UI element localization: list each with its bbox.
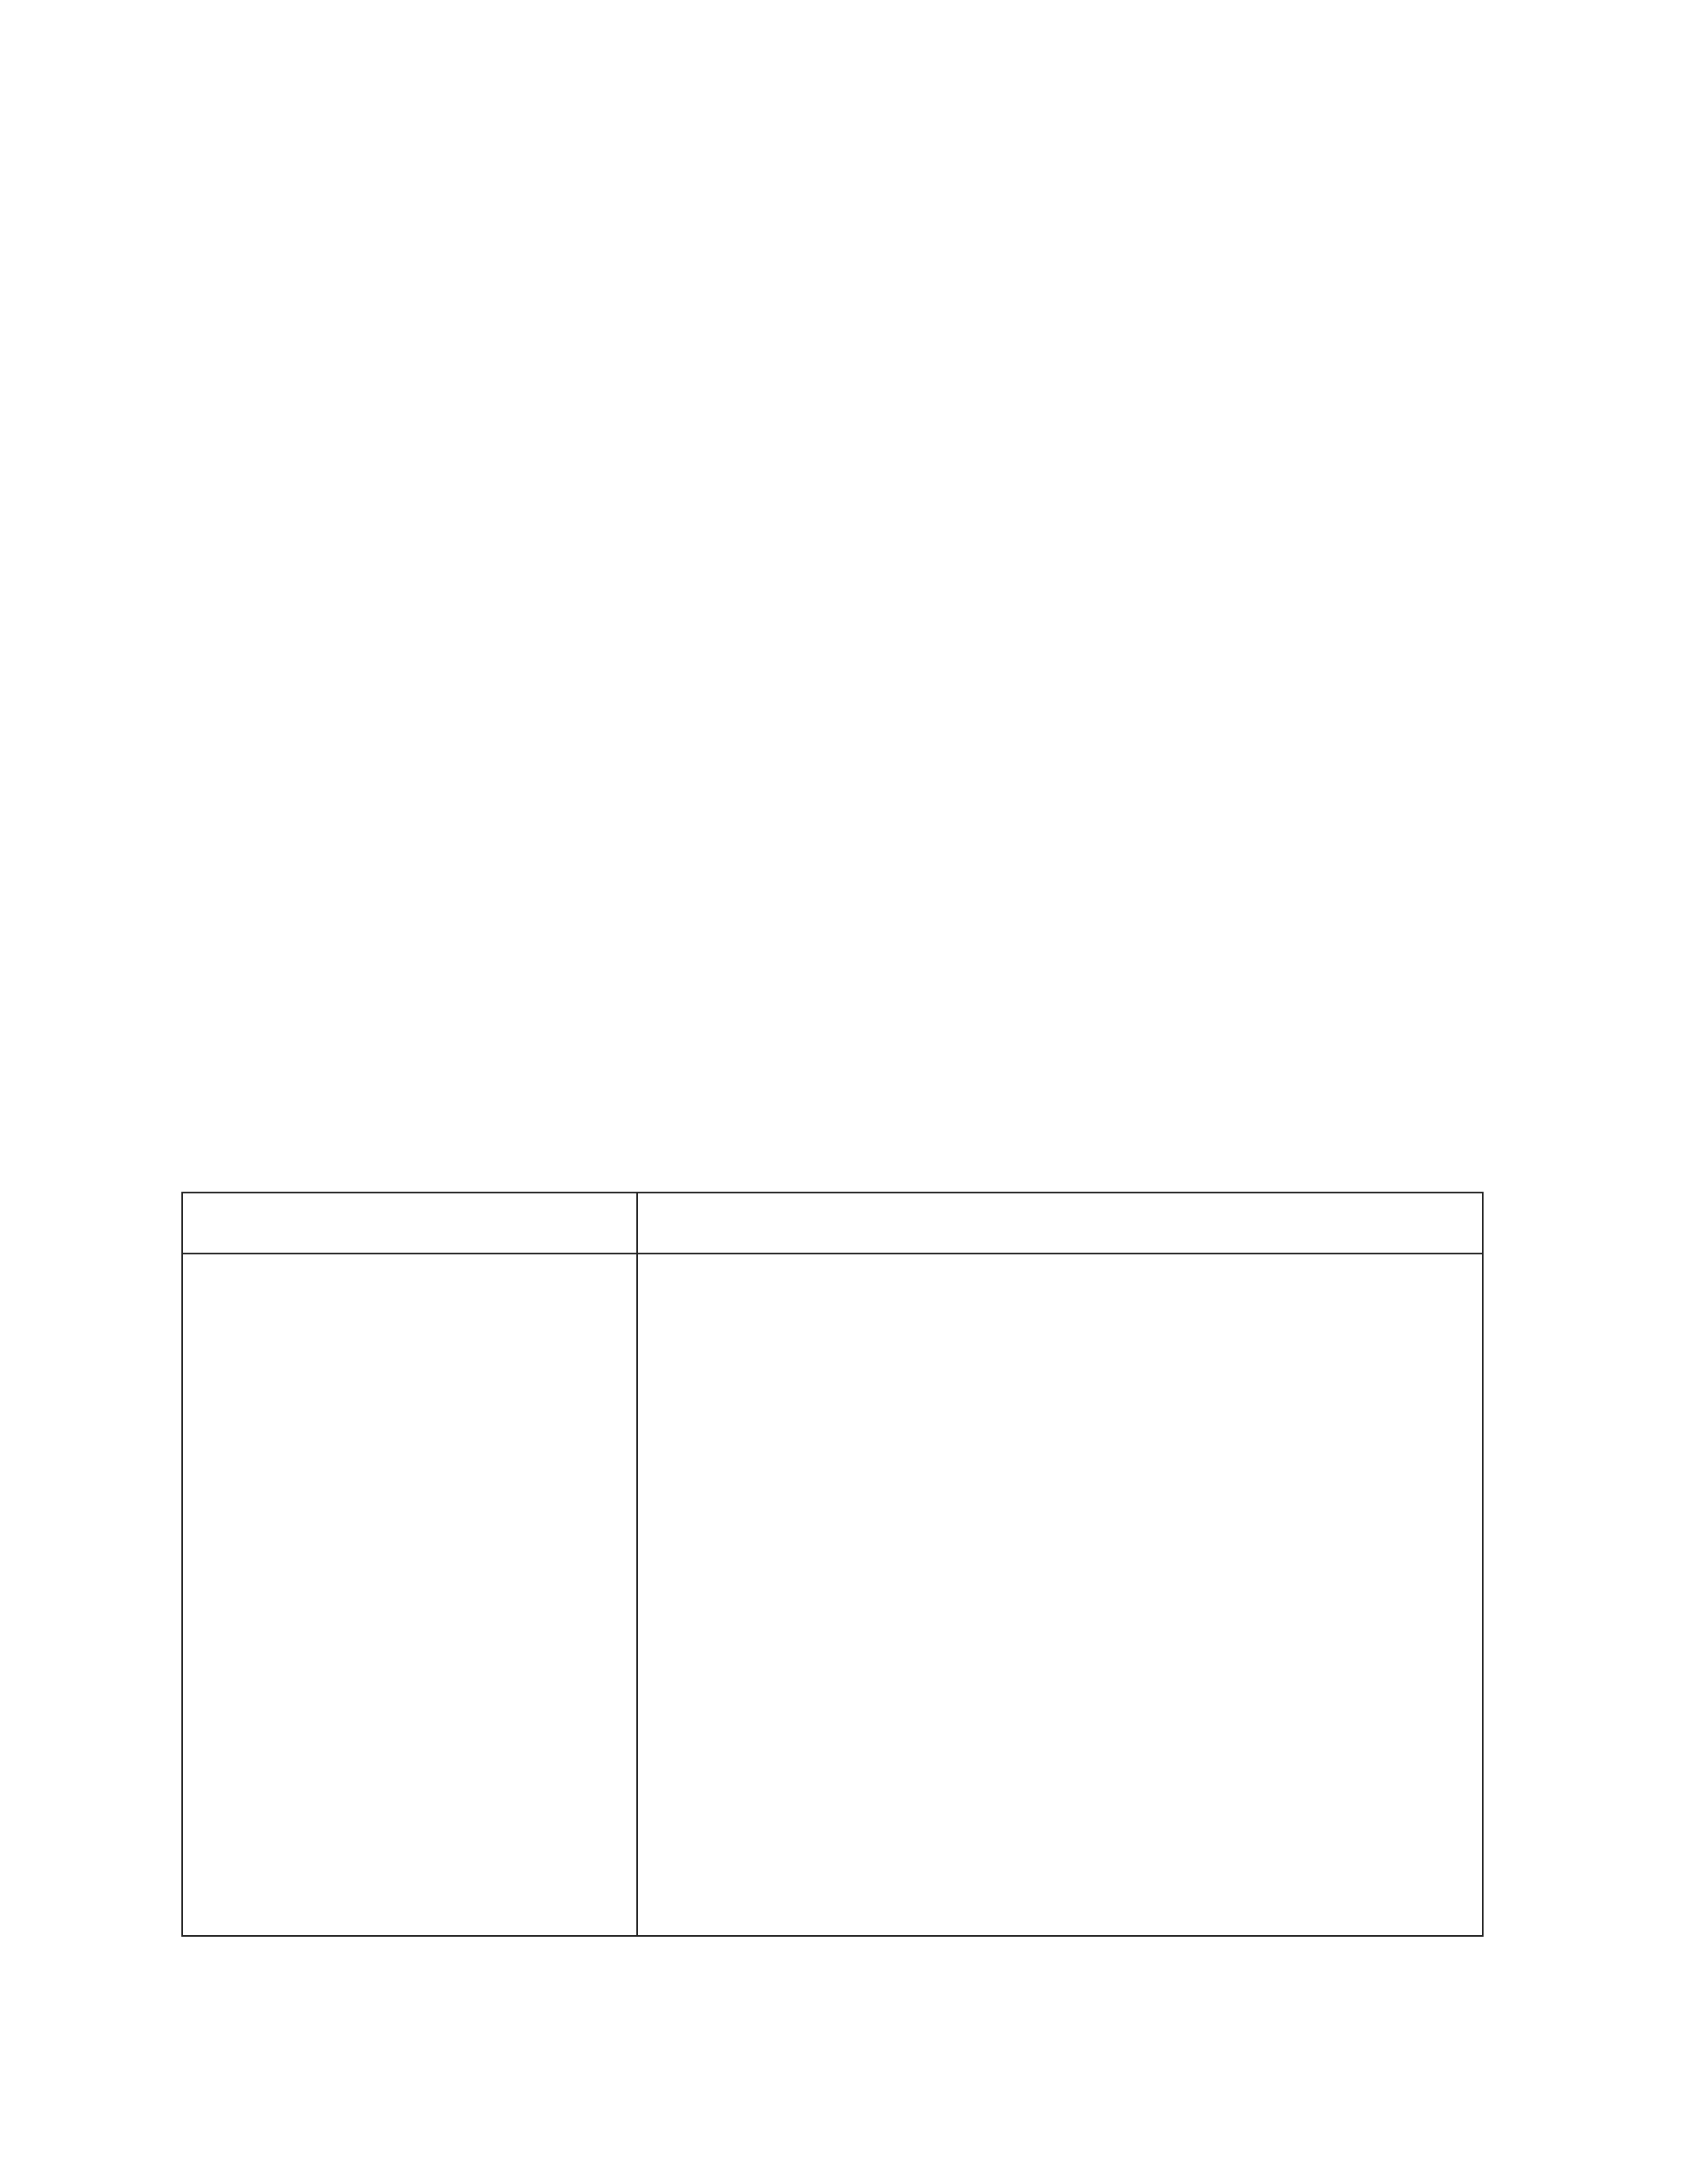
inheritance-example-table bbox=[181, 1192, 1484, 1937]
table-header-idl bbox=[183, 1193, 636, 1253]
table-header-xsd bbox=[638, 1193, 1484, 1253]
heading-structures bbox=[198, 885, 218, 922]
table-column-divider bbox=[636, 1193, 638, 1935]
heading-inheritance bbox=[198, 1014, 218, 1047]
heading-built-in-annotations bbox=[198, 686, 218, 719]
table-header-divider bbox=[183, 1253, 1482, 1254]
